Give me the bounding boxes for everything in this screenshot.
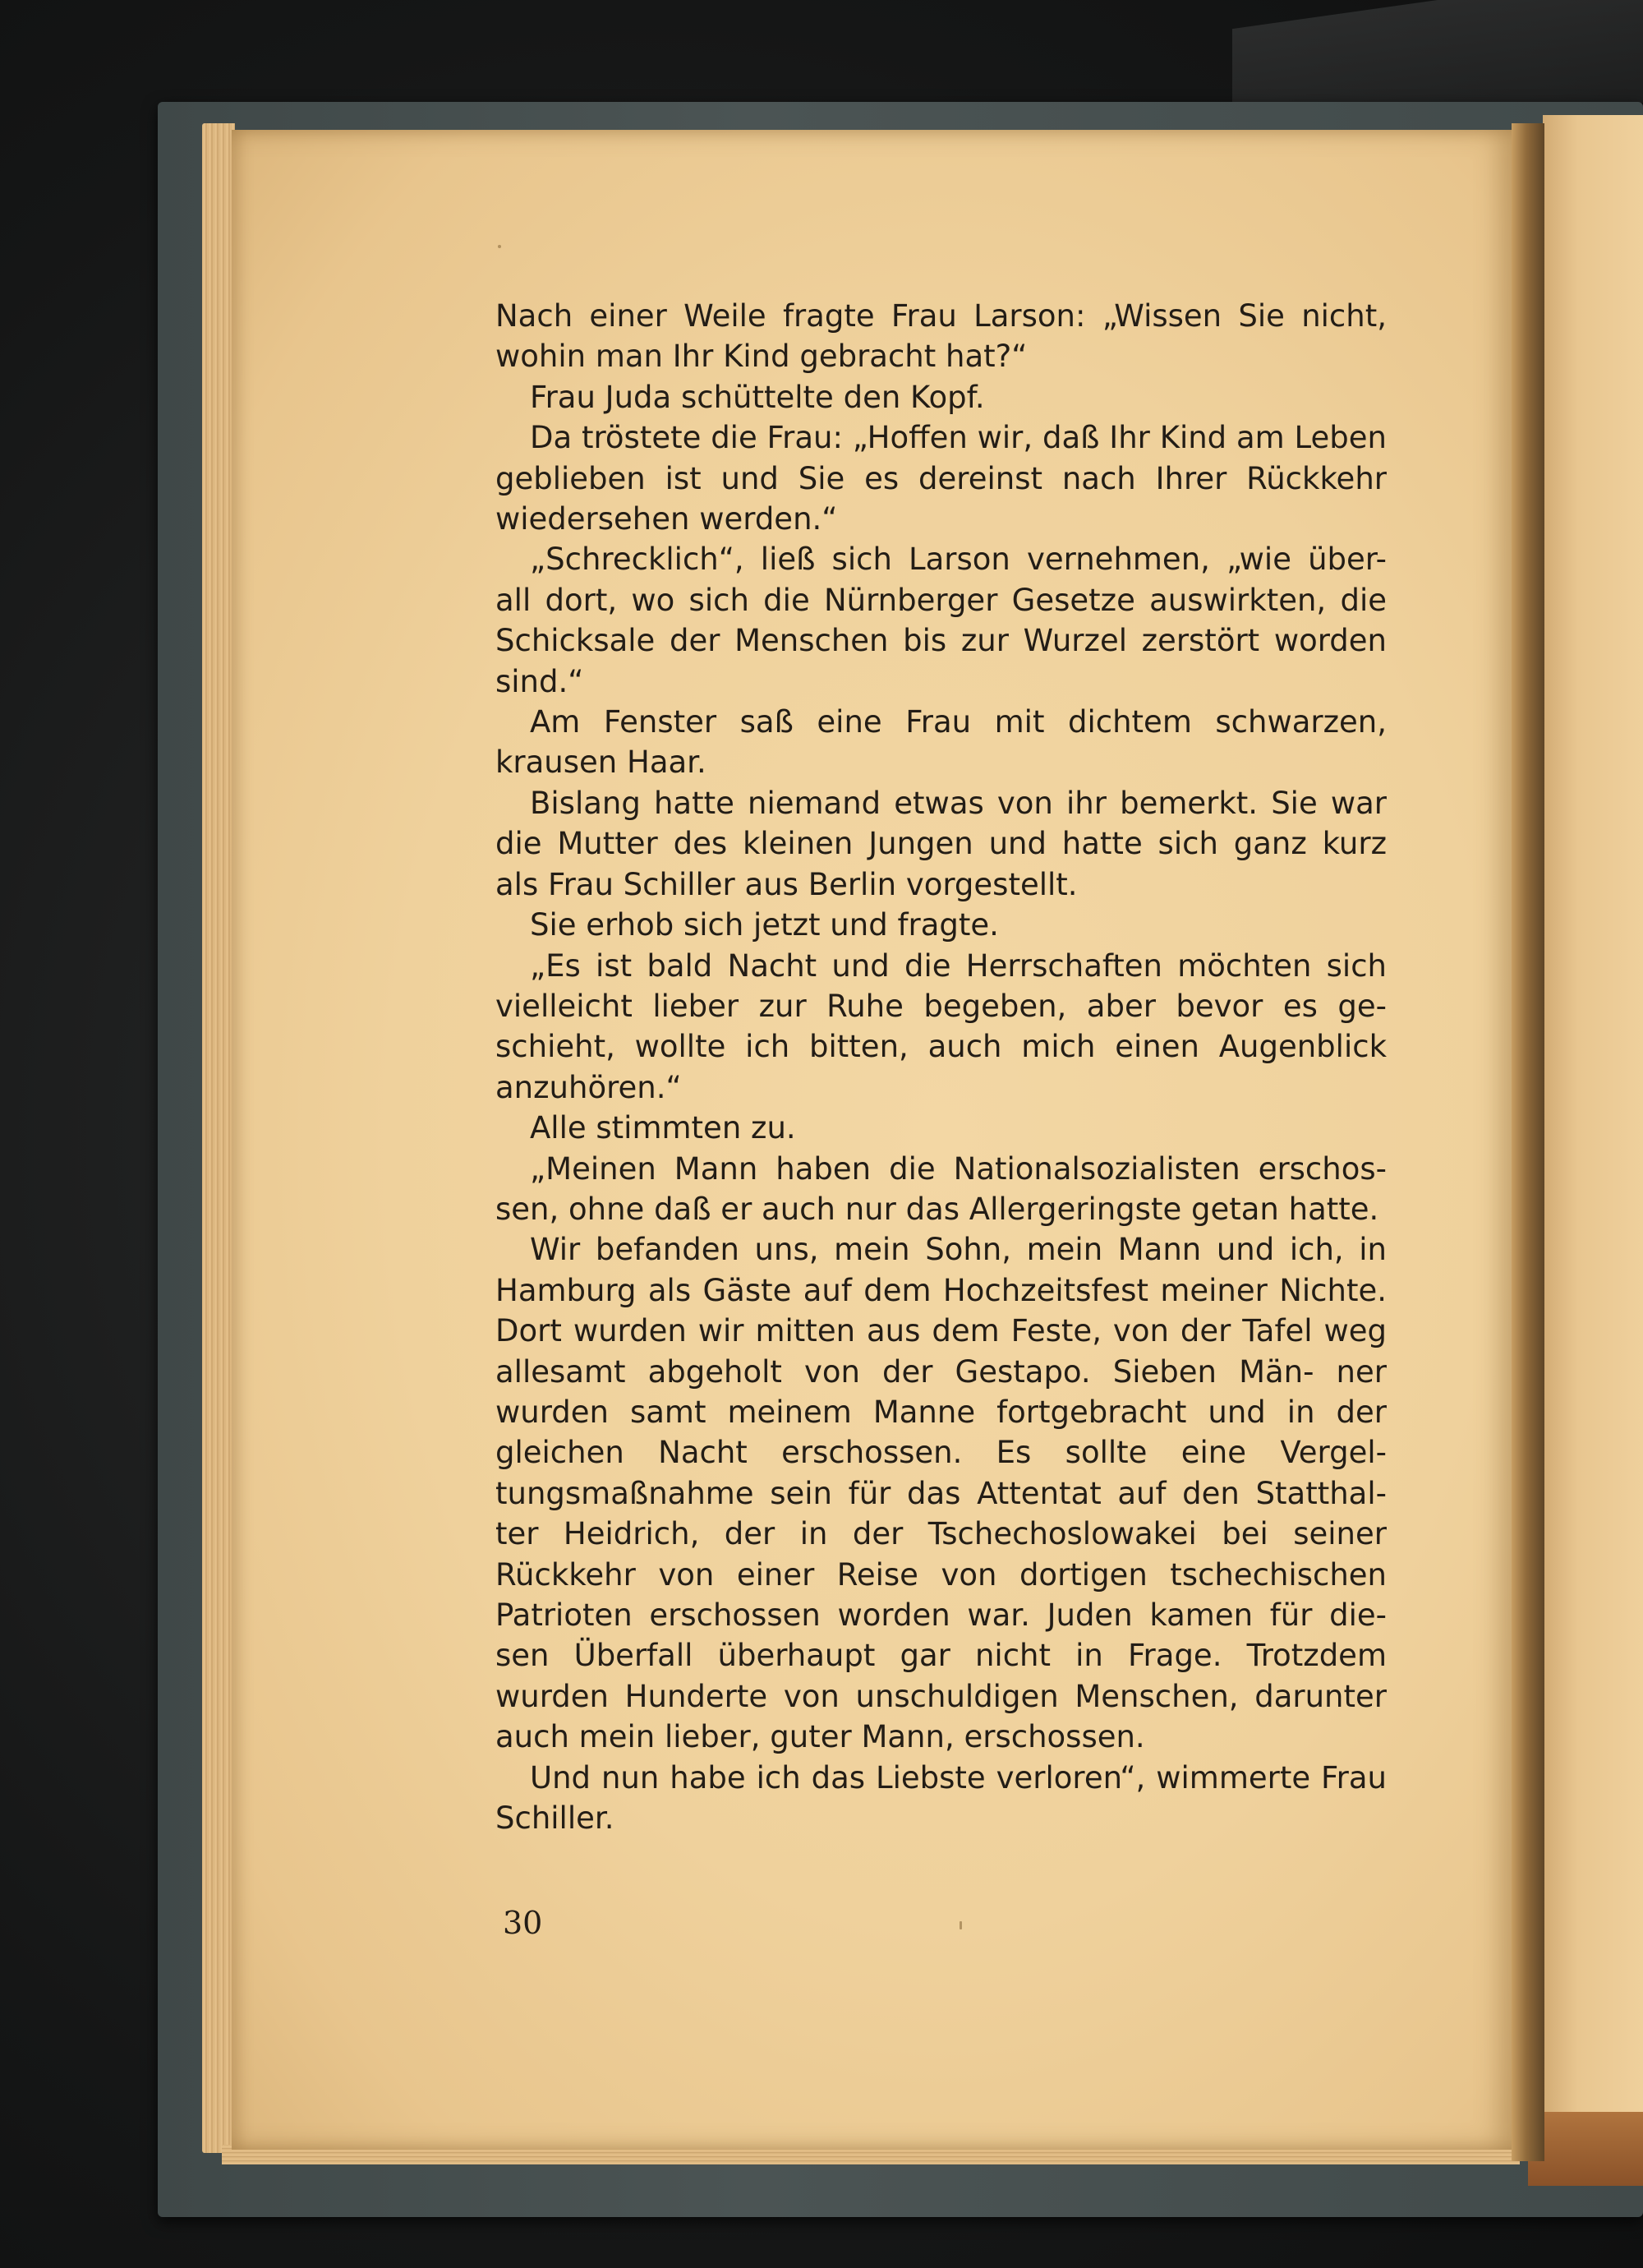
page-edges-left xyxy=(202,123,235,2153)
paragraph: „Meinen Mann haben die Nationalsozialisten erschos- sen, ohne daß er auch nur das Allergeringste getan hatte. xyxy=(495,1150,1387,1227)
paragraph: „Schrecklich“, ließ sich Larson vernehmen, „wie über- all dort, wo sich die Nürnberger Gesetze auswirkten, die Schicksale der Menschen bis zur Wurzel zerstört worden sind.“ xyxy=(495,542,1387,699)
book-gutter xyxy=(1512,123,1544,2161)
paragraph: Am Fenster saß eine Frau mit dichtem schwarzen, krausen Haar. xyxy=(495,704,1387,781)
paragraph: Bislang hatte niemand etwas von ihr bemerkt. Sie war die Mutter des kleinen Jungen und hatte sich ganz kurz als Frau Schiller aus Berlin vorgestellt. xyxy=(495,785,1387,902)
paragraph: Da tröstete die Frau: „Hoffen wir, daß Ihr Kind am Leben geblieben ist und Sie es dereinst nach Ihrer Rückkehr wiedersehen werden.“ xyxy=(495,420,1387,537)
paragraph: Frau Juda schüttelte den Kopf. xyxy=(530,379,985,415)
paragraph: Nach einer Weile fragte Frau Larson: „Wissen Sie nicht, wohin man Ihr Kind gebracht hat?“ xyxy=(495,298,1387,375)
binding-strip xyxy=(1528,2112,1643,2186)
paper-speck xyxy=(498,245,501,248)
paragraph: Und nun habe ich das Liebste verloren“, wimmerte Frau Schiller. xyxy=(495,1759,1387,1837)
paragraph: Alle stimmten zu. xyxy=(530,1110,796,1146)
body-text xyxy=(495,296,1387,1838)
paragraph: Sie erhob sich jetzt und fragte. xyxy=(530,907,999,943)
page-number: 30 xyxy=(503,1905,543,1941)
paper-speck xyxy=(960,1921,962,1929)
paragraph: „Es ist bald Nacht und die Herrschaften möchten sich vielleicht lieber zur Ruhe begeben, aber bevor es ge- schieht, wollte ich bitten, auch mich einen Augenblick anzuhören.“ xyxy=(495,947,1387,1105)
facing-page xyxy=(1543,115,1643,2169)
paragraph: Wir befanden uns, mein Sohn, mein Mann und ich, in Hamburg als Gäste auf dem Hochzeitsfest meiner Nichte. Dort wurden wir mitten aus dem Feste, von der Tafel weg allesamt abgeholt von der Gestapo. Sieben Män- ner wurden samt meinem Manne fortgebracht und in der gleichen Nacht erschossen. Es sollte eine Vergel- tungsmaßnahme sein für das Attentat auf den Statthal- ter Heidrich, der in der Tschechoslowakei bei seiner Rückkehr von einer Reise von dortigen tschechischen Patrioten erschossen worden war. Juden kamen für die- sen Überfall überhaupt gar nicht in Frage. Trotzdem wurden Hunderte von unschuldigen Menschen, darunter auch mein lieber, guter Mann, erschossen. xyxy=(495,1232,1387,1755)
